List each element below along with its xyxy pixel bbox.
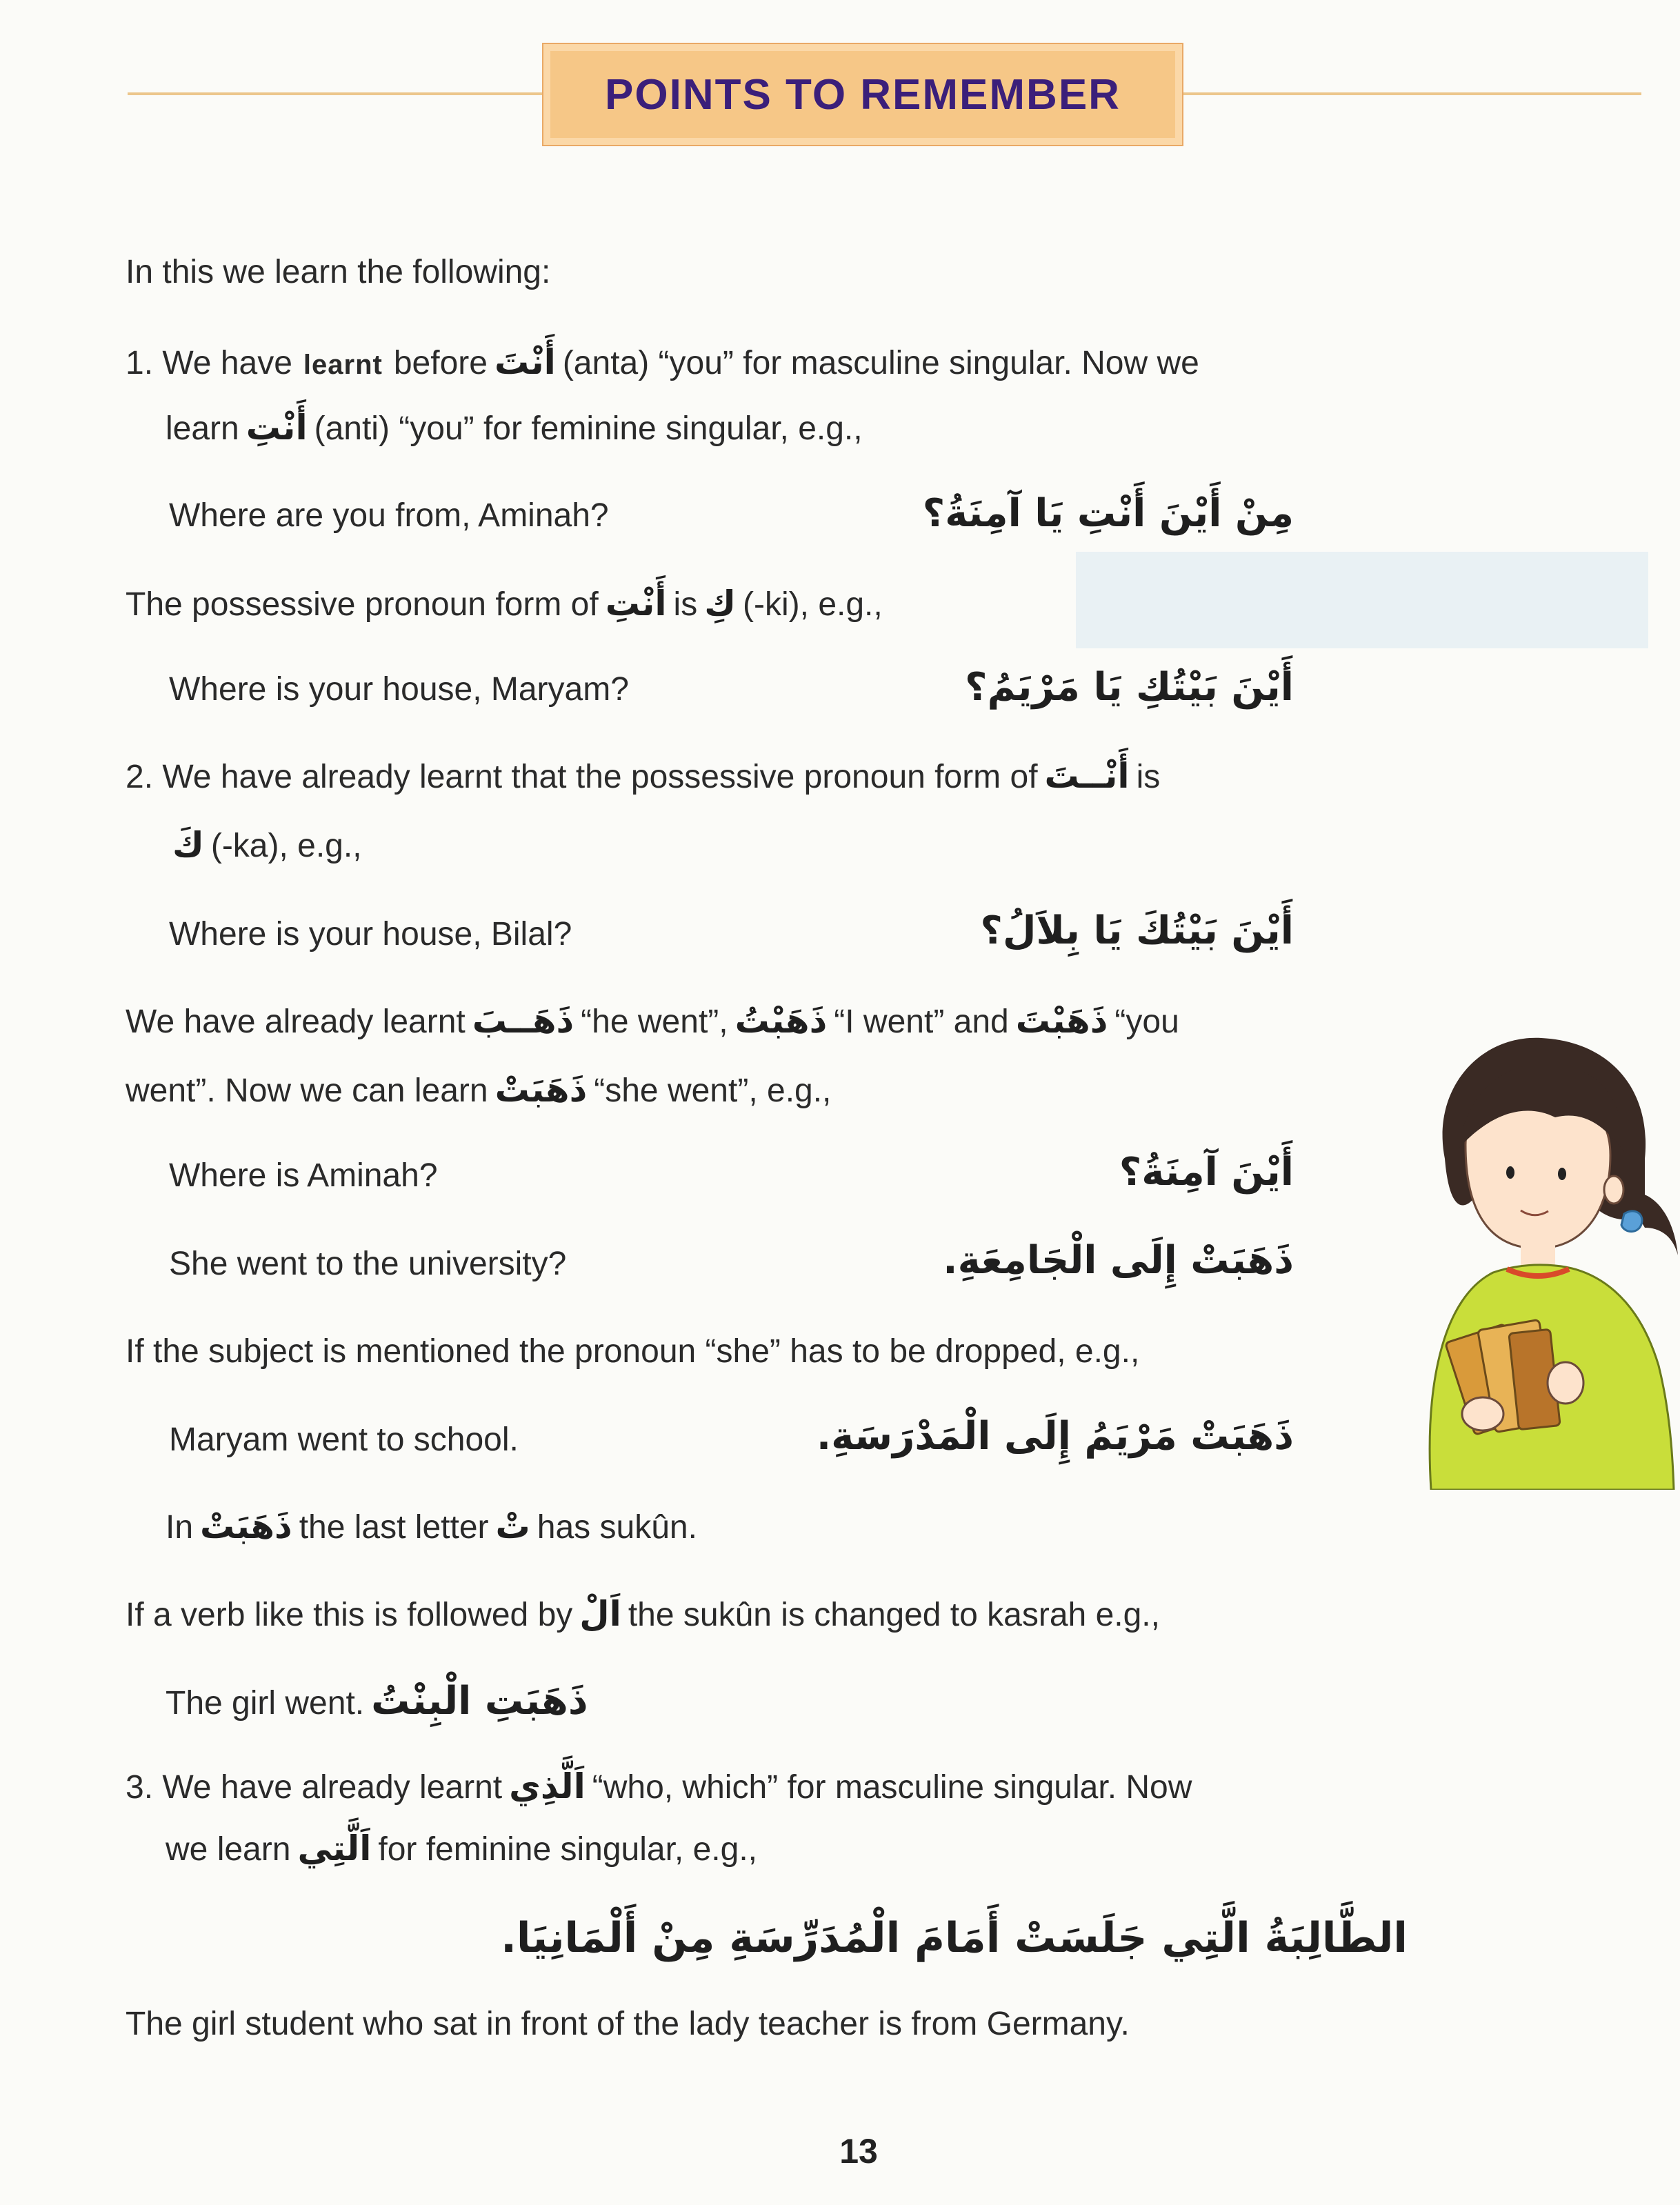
example-en: Where is Aminah? (169, 1157, 438, 1194)
intro-text: In this we learn the following: (126, 254, 551, 290)
section1-line2: learn أَنْتِ (anti) “you” for feminine singular, e.g., (166, 408, 863, 448)
example-ar: الطَّالِبَةُ الَّتِي جَلَسَتْ أَمَامَ الْمُدَرِّسَةِ مِنْ أَلْمَانِيَا. (501, 1914, 1408, 1962)
possessive-line: The possessive pronoun form of أَنْتِ is كِ (-ki), e.g., (126, 583, 883, 623)
section1-line1: 1. We have learnt before أَنْتَ (anta) “you” for masculine singular. Now we (126, 342, 1199, 382)
example5-line: The girl went. ذَهَبَتِ الْبِنْتُ (166, 1679, 588, 1724)
example-ar: ذَهَبَتْ إِلَى الْجَامِعَةِ. (943, 1238, 1294, 1283)
section3-line2: we learn اَلَّتِي for feminine singular, e.g., (166, 1828, 757, 1868)
example-en: Where is your house, Bilal? (169, 916, 572, 952)
subject-line: If the subject is mentioned the pronoun “she” has to be dropped, e.g., (126, 1333, 1140, 1370)
sukun-line: In ذَهَبَتْ the last letter تْ has sukûn. (166, 1506, 697, 1546)
page-title: POINTS TO REMEMBER (605, 70, 1121, 119)
example-ar: أَيْنَ بَيْتُكَ يَا بِلاَلُ؟ (980, 908, 1294, 953)
went-line1: We have already learnt ذَهَــبَ “he went”, ذَهَبْتُ “I went” and ذَهَبْتَ “you (126, 1001, 1179, 1041)
example-en: Where is your house, Maryam? (169, 671, 629, 708)
example-en: The girl student who sat in front of the lady teacher is from Germany. (126, 2006, 1130, 2042)
example-ar: أَيْنَ بَيْتُكِ يَا مَرْيَمُ؟ (965, 665, 1294, 710)
page-number: 13 (839, 2132, 878, 2171)
kasrah-line: If a verb like this is followed by اَلْ the sukûn is changed to kasrah e.g., (126, 1594, 1160, 1634)
section2-line2: كَ (-ka), e.g., (172, 825, 362, 865)
section3-line1: 3. We have already learnt اَلَّذِي “who, which” for masculine singular. Now (126, 1766, 1192, 1806)
bleed-through-band (1076, 552, 1648, 648)
example-ar: أَيْنَ آمِنَةُ؟ (1119, 1150, 1294, 1195)
example-ar: ذَهَبَتْ مَرْيَمُ إِلَى الْمَدْرَسَةِ. (816, 1414, 1294, 1459)
section2-line1: 2. We have already learnt that the possessive pronoun form of أَنْــتَ is (126, 756, 1161, 796)
went-line2: went”. Now we can learn ذَهَبَتْ “she went”, e.g., (126, 1070, 832, 1110)
learnt-word: learnt (303, 350, 383, 380)
example-ar: مِنْ أَيْنَ أَنْتِ يَا آمِنَةُ؟ (922, 491, 1294, 536)
header-banner (542, 43, 1183, 146)
example-en: Where are you from, Aminah? (169, 497, 609, 534)
example-en: She went to the university? (169, 1246, 567, 1282)
girl-holding-books-icon (1417, 1007, 1680, 1490)
example-en: Maryam went to school. (169, 1421, 519, 1458)
